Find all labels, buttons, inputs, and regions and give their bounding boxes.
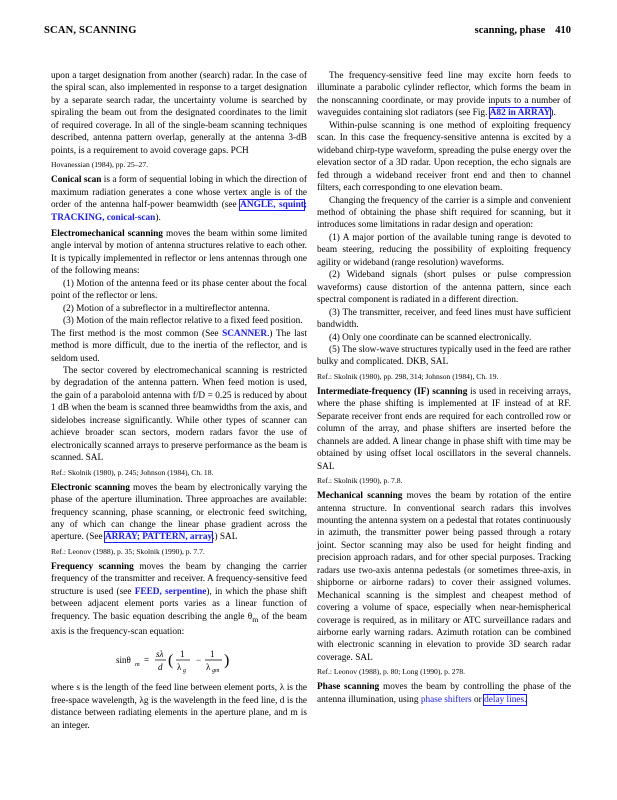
term-electronic-scanning: Electronic scanning — [51, 482, 130, 493]
svg-text:(: ( — [168, 652, 174, 670]
link-array-pattern-array[interactable]: ARRAY; PATTERN, array — [104, 532, 213, 543]
paragraph — [51, 328, 307, 365]
paragraph: Changing the frequency of the carrier is a simple and convenient method of obtaining the phase shift required for scanning, but it introduces some limitations in radar design and operation: — [317, 195, 571, 231]
link-delay-lines[interactable]: delay lines. — [484, 694, 527, 705]
entry-body: is used in receiving arrays, where the phase shifting is implemented at IF instead of at RF. Separate receiver front ends are required for each controlled row or column of the array, and phase shifters are inserted before the channels are added. A linear change in phase shift with time may be obtained by using offset local oscillators in the several channels. SAL — [317, 386, 571, 472]
list-item: (4) Only one coordinate can be scanned electronically. — [329, 332, 532, 343]
text: or — [471, 694, 485, 705]
svg-text:1: 1 — [180, 649, 185, 660]
link-angle-squint[interactable]: ANGLE, squint — [240, 200, 304, 211]
running-head-left: SCAN, SCANNING — [44, 25, 137, 36]
paragraph: upon a target designation from another (search) radar. In the case of the spiral scan, also implemented in response to a target designation by a separate search radar, the uncertainty volume is searched by spiraling the beam out from the designated coordinates to the limit of required coverage. In all of the single-beam scanning techniques described, antenna pattern overlap, generally at the antenna 3-dB points, is a requirement to avoid coverage gaps. PCH — [51, 71, 307, 156]
entry-mechanical-scanning — [317, 490, 571, 664]
list-item: (3) The transmitter, receiver, and feed lines must have sufficient bandwidth. — [317, 307, 571, 331]
svg-text:g: g — [183, 668, 186, 675]
reference: Hovanessian (1984), pp. 25–27. — [51, 160, 149, 170]
entry-body: of the beam axis is the frequency-scan equation: — [51, 611, 307, 637]
svg-text:1: 1 — [210, 649, 215, 660]
term-mechanical-scanning: Mechanical scanning — [317, 491, 403, 502]
svg-text:=: = — [144, 655, 150, 666]
svg-text:−: − — [196, 655, 202, 666]
text: The first method is the most common (See — [51, 328, 223, 339]
term-phase-scanning: Phase scanning — [317, 682, 380, 693]
list-item: (2) Wideband signals (short pulses or pulse compression waveforms) cause distortion of the antenna pattern, since each spectral component is radiated in a different direction. — [317, 270, 571, 306]
paragraph: where s is the length of the feed line between element ports, λ is the free-space wavelength, λg is the wavelength in the feed line, d is the distance between radiating elements in the aperture plane, and m is an integer. — [51, 683, 307, 731]
running-head-right — [475, 25, 571, 36]
entry-end: ). — [155, 212, 161, 223]
paragraph — [317, 70, 571, 120]
subscript: m — [252, 614, 259, 624]
running-head-right-title: scanning, phase — [474, 25, 546, 36]
list-item: (1) A major portion of the available tuning range is devoted to beam steering, reducing the possibility of exploiting frequency agility or wideband (range resolution) waveforms. — [317, 232, 571, 268]
term-electromechanical-scanning: Electromechanical scanning — [51, 228, 163, 239]
entry-body: moves the beam by electronically varying the phase of the aperture illumination. Three approaches are available: frequency scanning, phase scanning, or electronic feed switching, any of which can change the linear phase gradient across the aperture. (See — [51, 482, 307, 543]
term-if-scanning: Intermediate-frequency (IF) scanning — [317, 386, 468, 397]
link-feed-serpentine[interactable]: FEED, serpentine — [134, 586, 207, 597]
reference: Ref.: Skolnik (1980), pp. 298, 314; Johnson (1984), Ch. 19. — [317, 371, 499, 381]
term-conical-scan: Conical scan — [51, 175, 102, 186]
entry-body: ), in which the phase shift between adjacent element ports varies as a linear function of frequency. The basic equation describing the angle θ — [51, 586, 307, 622]
entry-conical-scan — [51, 174, 307, 224]
entry-body: moves the beam within some limited angle interval by motion of antenna structures relative to each other. It is typically implemented in reflector or lens antennas through one of the following means: — [51, 228, 307, 277]
frequency-scan-equation — [51, 644, 307, 674]
link-scanner[interactable]: SCANNER — [222, 328, 268, 339]
entry-body: moves the beam by controlling the phase of the antenna illumination, using — [317, 682, 572, 705]
reference: Ref.: Skolnik (1980), p. 245; Johnson (1984), Ch. 18. — [51, 467, 214, 477]
term-frequency-scanning: Frequency scanning — [51, 561, 134, 572]
entry-body: moves the beam by changing the carrier frequency of the transmitter and receiver. A frequency-sensitive feed structure is used (see — [51, 561, 308, 597]
link-a82-in-array[interactable]: A82 in ARRAY — [489, 108, 551, 119]
link-phase-shifters[interactable]: phase shifters — [420, 694, 472, 705]
svg-text:sλ: sλ — [156, 649, 164, 660]
paragraph: Within-pulse scanning is one method of exploiting frequency scan. In this case the frequency-sensitive antenna is excited by a wideband chirp-type waveform, spreading the pulse energy over the elevation sector of a 3D radar. Upon reception, the echo signals are fed through a wideband receiver front end and then to channel filters, each corresponding to one elevation beam. — [317, 120, 571, 194]
entry-if-scanning — [317, 386, 571, 473]
page-header — [44, 25, 571, 41]
equation-graphic — [104, 644, 254, 674]
entry-electronic-scanning — [51, 482, 307, 544]
entry-electromechanical-scanning — [51, 228, 307, 278]
right-column — [317, 70, 571, 706]
text: .) The last method is more difficult, due to the inertia of the reflector, and is seldom used. — [51, 328, 307, 364]
paragraph: The sector covered by electromechanical scanning is restricted by degradation of the antenna pattern. When feed motion is used, the gain of a paraboloid antenna with f/D = 0.25 is reduced by about 1 dB when the beam is scanned three beamwidths from the axis, and sidelobes increase significantly. While other types of scanner can achieve broader scan sectors, modern radars favor the use of electronically scanned arrays to preserve performance as the beam is scanned. SAL — [51, 365, 307, 464]
svg-text:gm: gm — [212, 668, 220, 675]
svg-text:): ) — [224, 652, 230, 670]
list-item: (1) Motion of the antenna feed or its phase center about the focal point of the reflector or lens. — [51, 278, 307, 302]
svg-text:λ: λ — [206, 662, 211, 673]
entry-body: moves the beam by rotation of the entire antenna structure. In conventional search radars this involves mounting the antenna system on a pedestal that rotates continuously in azimuth, the transmitter power being passed through a rotary joint. Sector scanning may also be used for height finding and precision approach radars, and for other special purposes. Tracking radars use two-axis antenna pedestals (or sometimes three-axis, in shipborne or airborne radars) to cover their assigned volumes. Mechanical scanning is the simplest and cheapest method of covering a volume of space, especially when near-hemispherical coverage is required, as in military or ATC surveillance radars and airborne early warning radars. Azimuth rotation can be combined with electronic scanning in elevation to provide 3D search radar coverage. SAL — [317, 491, 571, 663]
list-item: (2) Motion of a subreflector in a multireflector antenna. — [63, 303, 270, 314]
list-item: (5) The slow-wave structures typically used in the feed are rather bulky and complicated. DKB, SAL — [317, 344, 571, 368]
reference: Ref.: Leonov (1988), p. 35; Skolnik (1990), p. 7.7. — [51, 546, 205, 556]
svg-text:λ: λ — [177, 662, 182, 673]
entry-end: .) SAL — [212, 532, 238, 543]
text: ). — [550, 108, 556, 119]
svg-text:d: d — [158, 662, 163, 673]
page-number: 410 — [555, 25, 571, 36]
entry-phase-scanning — [317, 681, 571, 706]
entry-body: is a form of sequential lobing in which the direction of maximum radiation generates a cone whose vertex angle is of the order of the antenna half-power beamwidth (see — [51, 175, 307, 211]
text: The frequency-sensitive feed line may excite horn feeds to illuminate a parabolic cylinder reflector, which forms the beam in the nonscanning coordinate, or may provide inputs to a number of waveguides containing slot radiators (see Fig. — [317, 71, 571, 119]
svg-text:m: m — [135, 661, 140, 669]
reference: Ref.: Skolnik (1990), p. 7.8. — [317, 476, 403, 486]
entry-frequency-scanning — [51, 561, 307, 639]
list-item: (3) Motion of the main reflector relative to a fixed feed position. — [63, 316, 303, 327]
left-column — [51, 70, 307, 732]
link-tracking-conical-scan[interactable]: ; TRACKING, conical-scan — [51, 200, 307, 223]
svg-text:sinθ: sinθ — [116, 655, 131, 666]
reference: Ref.: Leonov (1988), p. 80; Long (1990), p. 278. — [317, 667, 466, 677]
